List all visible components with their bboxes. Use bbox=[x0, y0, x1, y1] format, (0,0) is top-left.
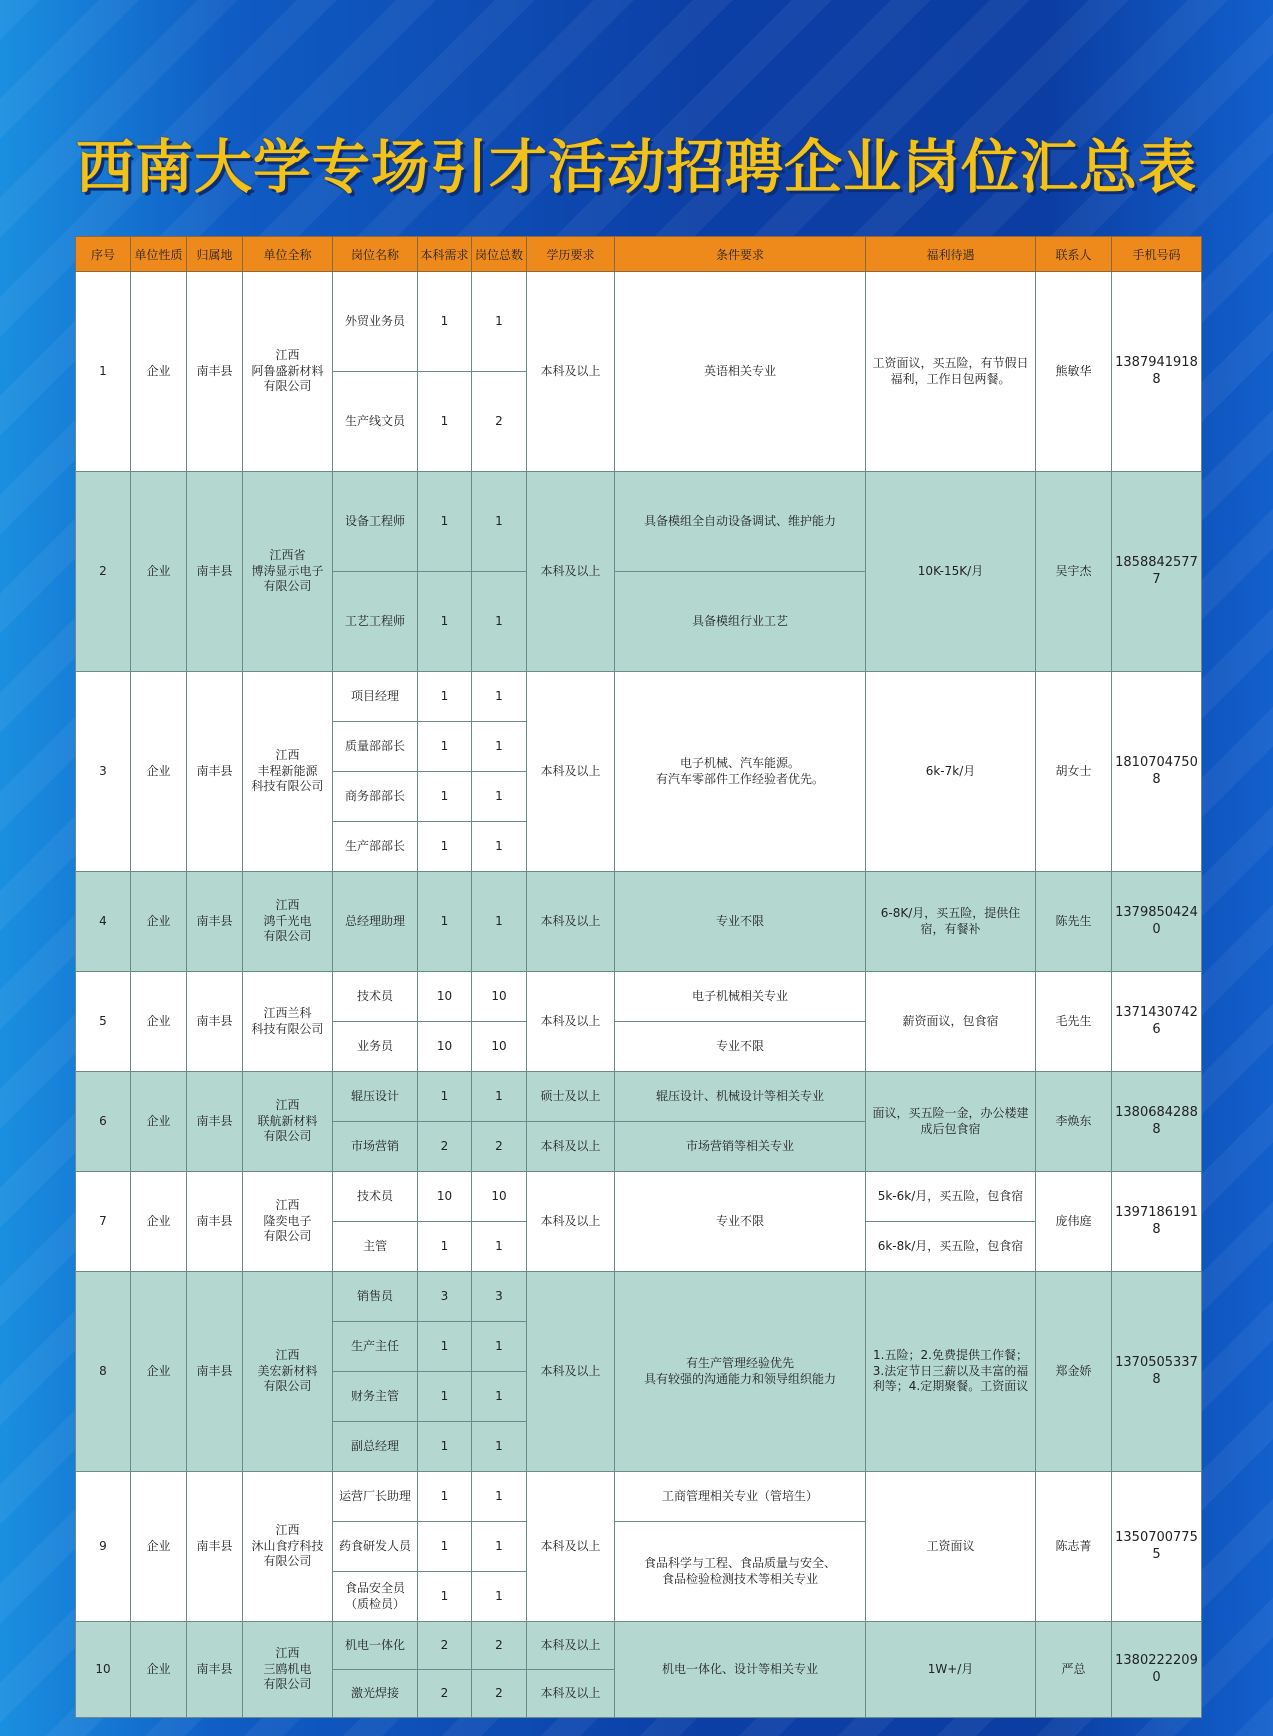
education-requirement: 本科及以上 bbox=[527, 1122, 615, 1172]
benefits: 1.五险；2.免费提供工作餐；3.法定节日三薪以及丰富的福利等；4.定期聚餐。工资面议 bbox=[866, 1272, 1036, 1472]
company-type: 企业 bbox=[131, 872, 187, 972]
education-requirement: 本科及以上 bbox=[527, 1172, 615, 1272]
contact-person: 李焕东 bbox=[1036, 1072, 1112, 1172]
position-title: 药食研发人员 bbox=[333, 1522, 418, 1572]
company-location: 南丰县 bbox=[187, 1472, 243, 1622]
benefits: 10K-15K/月 bbox=[866, 472, 1036, 672]
requirements: 市场营销等相关专业 bbox=[615, 1122, 866, 1172]
position-total: 1 bbox=[472, 772, 527, 822]
company-location: 南丰县 bbox=[187, 472, 243, 672]
company-name: 江西 联航新材料 有限公司 bbox=[243, 1072, 333, 1172]
company-type: 企业 bbox=[131, 1622, 187, 1718]
company-row-group bbox=[76, 872, 1202, 972]
education-requirement: 本科及以上 bbox=[527, 472, 615, 672]
requirements: 食品科学与工程、食品质量与安全、 食品检验检测技术等相关专业 bbox=[615, 1522, 866, 1622]
position-need: 10 bbox=[418, 1172, 472, 1222]
position-total: 1 bbox=[472, 672, 527, 722]
position-title: 质量部部长 bbox=[333, 722, 418, 772]
contact-person: 陈志菁 bbox=[1036, 1472, 1112, 1622]
benefits: 工资面议 bbox=[866, 1472, 1036, 1622]
row-number: 6 bbox=[76, 1072, 131, 1172]
benefits: 面议，买五险一金，办公楼建成后包食宿 bbox=[866, 1072, 1036, 1172]
position-total: 2 bbox=[472, 372, 527, 472]
position-need: 2 bbox=[418, 1670, 472, 1718]
benefits: 1W+/月 bbox=[866, 1622, 1036, 1718]
position-need: 1 bbox=[418, 672, 472, 722]
position-need: 1 bbox=[418, 822, 472, 872]
company-type: 企业 bbox=[131, 972, 187, 1072]
benefits: 薪资面议，包食宿 bbox=[866, 972, 1036, 1072]
company-location: 南丰县 bbox=[187, 1272, 243, 1472]
row-number: 9 bbox=[76, 1472, 131, 1622]
company-type: 企业 bbox=[131, 1272, 187, 1472]
company-name: 江西 沐山食疗科技 有限公司 bbox=[243, 1472, 333, 1622]
phone-number: 13806842888 bbox=[1112, 1072, 1202, 1172]
row-number: 3 bbox=[76, 672, 131, 872]
position-title: 技术员 bbox=[333, 972, 418, 1022]
position-title: 食品安全员 （质检员） bbox=[333, 1572, 418, 1622]
job-summary-table bbox=[75, 236, 1202, 1718]
requirements: 专业不限 bbox=[615, 1172, 866, 1272]
company-row-group bbox=[76, 672, 1202, 872]
company-row-group bbox=[76, 1172, 1202, 1272]
header-requirements: 条件要求 bbox=[615, 237, 866, 272]
position-title: 技术员 bbox=[333, 1172, 418, 1222]
position-total: 1 bbox=[472, 1322, 527, 1372]
position-total: 1 bbox=[472, 1222, 527, 1272]
education-requirement: 本科及以上 bbox=[527, 1472, 615, 1622]
phone-number: 13802222090 bbox=[1112, 1622, 1202, 1718]
header-company: 单位全称 bbox=[243, 237, 333, 272]
position-title: 总经理助理 bbox=[333, 872, 418, 972]
education-requirement: 本科及以上 bbox=[527, 872, 615, 972]
position-title: 运营厂长助理 bbox=[333, 1472, 418, 1522]
row-number: 8 bbox=[76, 1272, 131, 1472]
company-row-group bbox=[76, 1272, 1202, 1472]
position-total: 2 bbox=[472, 1122, 527, 1172]
position-total: 1 bbox=[472, 1372, 527, 1422]
position-need: 1 bbox=[418, 772, 472, 822]
company-type: 企业 bbox=[131, 1472, 187, 1622]
company-row-group bbox=[76, 472, 1202, 672]
position-need: 1 bbox=[418, 1072, 472, 1122]
row-number: 2 bbox=[76, 472, 131, 672]
requirements: 有生产管理经验优先 具有较强的沟通能力和领导组织能力 bbox=[615, 1272, 866, 1472]
company-name: 江西 鸿千光电 有限公司 bbox=[243, 872, 333, 972]
benefits: 5k-6k/月，买五险，包食宿 bbox=[866, 1172, 1036, 1222]
position-title: 财务主管 bbox=[333, 1372, 418, 1422]
position-total: 1 bbox=[472, 872, 527, 972]
company-name: 江西兰科 科技有限公司 bbox=[243, 972, 333, 1072]
requirements: 专业不限 bbox=[615, 872, 866, 972]
phone-number: 13507007755 bbox=[1112, 1472, 1202, 1622]
header-contact: 联系人 bbox=[1036, 237, 1112, 272]
position-need: 2 bbox=[418, 1122, 472, 1172]
contact-person: 严总 bbox=[1036, 1622, 1112, 1718]
position-title: 生产部部长 bbox=[333, 822, 418, 872]
requirements: 辊压设计、机械设计等相关专业 bbox=[615, 1072, 866, 1122]
company-name: 江西 阿鲁盛新材料 有限公司 bbox=[243, 272, 333, 472]
requirements: 专业不限 bbox=[615, 1022, 866, 1072]
position-title: 销售员 bbox=[333, 1272, 418, 1322]
position-need: 1 bbox=[418, 872, 472, 972]
position-title: 生产线文员 bbox=[333, 372, 418, 472]
phone-number: 18588425777 bbox=[1112, 472, 1202, 672]
position-title: 项目经理 bbox=[333, 672, 418, 722]
position-total: 3 bbox=[472, 1272, 527, 1322]
company-type: 企业 bbox=[131, 272, 187, 472]
header-total: 岗位总数 bbox=[472, 237, 527, 272]
position-total: 2 bbox=[472, 1622, 527, 1670]
position-total: 1 bbox=[472, 472, 527, 572]
benefits: 6-8K/月，买五险，提供住宿，有餐补 bbox=[866, 872, 1036, 972]
phone-number: 13714307426 bbox=[1112, 972, 1202, 1072]
company-row-group bbox=[76, 272, 1202, 472]
position-title: 设备工程师 bbox=[333, 472, 418, 572]
header-phone: 手机号码 bbox=[1112, 237, 1202, 272]
education-requirement: 硕士及以上 bbox=[527, 1072, 615, 1122]
company-type: 企业 bbox=[131, 1172, 187, 1272]
position-total: 1 bbox=[472, 1422, 527, 1472]
company-location: 南丰县 bbox=[187, 1072, 243, 1172]
company-type: 企业 bbox=[131, 1072, 187, 1172]
position-title: 副总经理 bbox=[333, 1422, 418, 1472]
contact-person: 郑金娇 bbox=[1036, 1272, 1112, 1472]
contact-person: 庞伟庭 bbox=[1036, 1172, 1112, 1272]
header-education: 学历要求 bbox=[527, 237, 615, 272]
row-number: 5 bbox=[76, 972, 131, 1072]
position-need: 1 bbox=[418, 572, 472, 672]
company-type: 企业 bbox=[131, 472, 187, 672]
row-number: 10 bbox=[76, 1622, 131, 1718]
requirements: 机电一体化、设计等相关专业 bbox=[615, 1622, 866, 1718]
row-number: 4 bbox=[76, 872, 131, 972]
position-total: 1 bbox=[472, 1072, 527, 1122]
company-location: 南丰县 bbox=[187, 272, 243, 472]
header-position: 岗位名称 bbox=[333, 237, 418, 272]
position-need: 1 bbox=[418, 372, 472, 472]
header-benefits: 福利待遇 bbox=[866, 237, 1036, 272]
company-location: 南丰县 bbox=[187, 1622, 243, 1718]
header-need: 本科需求 bbox=[418, 237, 472, 272]
position-total: 10 bbox=[472, 1172, 527, 1222]
position-need: 2 bbox=[418, 1622, 472, 1670]
education-requirement: 本科及以上 bbox=[527, 972, 615, 1072]
company-name: 江西 美宏新材料 有限公司 bbox=[243, 1272, 333, 1472]
benefits: 6k-8k/月，买五险，包食宿 bbox=[866, 1222, 1036, 1272]
education-requirement: 本科及以上 bbox=[527, 1622, 615, 1670]
position-title: 生产主任 bbox=[333, 1322, 418, 1372]
company-name: 江西 隆奕电子 有限公司 bbox=[243, 1172, 333, 1272]
table-header bbox=[76, 237, 1202, 272]
company-location: 南丰县 bbox=[187, 1172, 243, 1272]
contact-person: 吴宇杰 bbox=[1036, 472, 1112, 672]
education-requirement: 本科及以上 bbox=[527, 1670, 615, 1718]
page-title: 西南大学专场引才活动招聘企业岗位汇总表 bbox=[75, 133, 1197, 201]
company-name: 江西省 博涛显示电子 有限公司 bbox=[243, 472, 333, 672]
requirements: 工商管理相关专业（管培生） bbox=[615, 1472, 866, 1522]
position-total: 1 bbox=[472, 272, 527, 372]
phone-number: 13705053378 bbox=[1112, 1272, 1202, 1472]
requirements: 电子机械相关专业 bbox=[615, 972, 866, 1022]
position-need: 10 bbox=[418, 972, 472, 1022]
position-total: 10 bbox=[472, 1022, 527, 1072]
position-need: 10 bbox=[418, 1022, 472, 1072]
position-need: 1 bbox=[418, 722, 472, 772]
phone-number: 18107047508 bbox=[1112, 672, 1202, 872]
position-title: 外贸业务员 bbox=[333, 272, 418, 372]
position-title: 辊压设计 bbox=[333, 1072, 418, 1122]
position-total: 2 bbox=[472, 1670, 527, 1718]
position-total: 1 bbox=[472, 1572, 527, 1622]
phone-number: 13798504240 bbox=[1112, 872, 1202, 972]
position-total: 1 bbox=[472, 1522, 527, 1572]
education-requirement: 本科及以上 bbox=[527, 1272, 615, 1472]
position-need: 1 bbox=[418, 1222, 472, 1272]
position-title: 业务员 bbox=[333, 1022, 418, 1072]
position-total: 10 bbox=[472, 972, 527, 1022]
education-requirement: 本科及以上 bbox=[527, 672, 615, 872]
position-title: 市场营销 bbox=[333, 1122, 418, 1172]
position-title: 工艺工程师 bbox=[333, 572, 418, 672]
requirements: 具备模组行业工艺 bbox=[615, 572, 866, 672]
position-need: 1 bbox=[418, 472, 472, 572]
position-title: 机电一体化 bbox=[333, 1622, 418, 1670]
company-name: 江西 三鸥机电 有限公司 bbox=[243, 1622, 333, 1718]
education-requirement: 本科及以上 bbox=[527, 272, 615, 472]
company-location: 南丰县 bbox=[187, 872, 243, 972]
position-total: 1 bbox=[472, 722, 527, 772]
position-need: 1 bbox=[418, 272, 472, 372]
position-need: 1 bbox=[418, 1422, 472, 1472]
position-total: 1 bbox=[472, 1472, 527, 1522]
position-need: 1 bbox=[418, 1522, 472, 1572]
position-total: 1 bbox=[472, 822, 527, 872]
position-total: 1 bbox=[472, 572, 527, 672]
position-need: 3 bbox=[418, 1272, 472, 1322]
row-number: 1 bbox=[76, 272, 131, 472]
position-title: 商务部部长 bbox=[333, 772, 418, 822]
header-no: 序号 bbox=[76, 237, 131, 272]
position-need: 1 bbox=[418, 1472, 472, 1522]
company-row-group bbox=[76, 972, 1202, 1072]
contact-person: 熊敏华 bbox=[1036, 272, 1112, 472]
company-location: 南丰县 bbox=[187, 672, 243, 872]
company-row-group bbox=[76, 1472, 1202, 1622]
position-need: 1 bbox=[418, 1322, 472, 1372]
company-location: 南丰县 bbox=[187, 972, 243, 1072]
company-name: 江西 丰程新能源 科技有限公司 bbox=[243, 672, 333, 872]
row-number: 7 bbox=[76, 1172, 131, 1272]
contact-person: 毛先生 bbox=[1036, 972, 1112, 1072]
phone-number: 13879419188 bbox=[1112, 272, 1202, 472]
contact-person: 陈先生 bbox=[1036, 872, 1112, 972]
position-title: 激光焊接 bbox=[333, 1670, 418, 1718]
position-title: 主管 bbox=[333, 1222, 418, 1272]
requirements: 英语相关专业 bbox=[615, 272, 866, 472]
company-row-group bbox=[76, 1072, 1202, 1172]
position-need: 1 bbox=[418, 1372, 472, 1422]
company-row-group bbox=[76, 1622, 1202, 1718]
benefits: 工资面议，买五险，有节假日福利，工作日包两餐。 bbox=[866, 272, 1036, 472]
header-location: 归属地 bbox=[187, 237, 243, 272]
benefits: 6k-7k/月 bbox=[866, 672, 1036, 872]
requirements: 电子机械、汽车能源。 有汽车零部件工作经验者优先。 bbox=[615, 672, 866, 872]
phone-number: 13971861918 bbox=[1112, 1172, 1202, 1272]
company-type: 企业 bbox=[131, 672, 187, 872]
position-need: 1 bbox=[418, 1572, 472, 1622]
contact-person: 胡女士 bbox=[1036, 672, 1112, 872]
header-type: 单位性质 bbox=[131, 237, 187, 272]
requirements: 具备模组全自动设备调试、维护能力 bbox=[615, 472, 866, 572]
